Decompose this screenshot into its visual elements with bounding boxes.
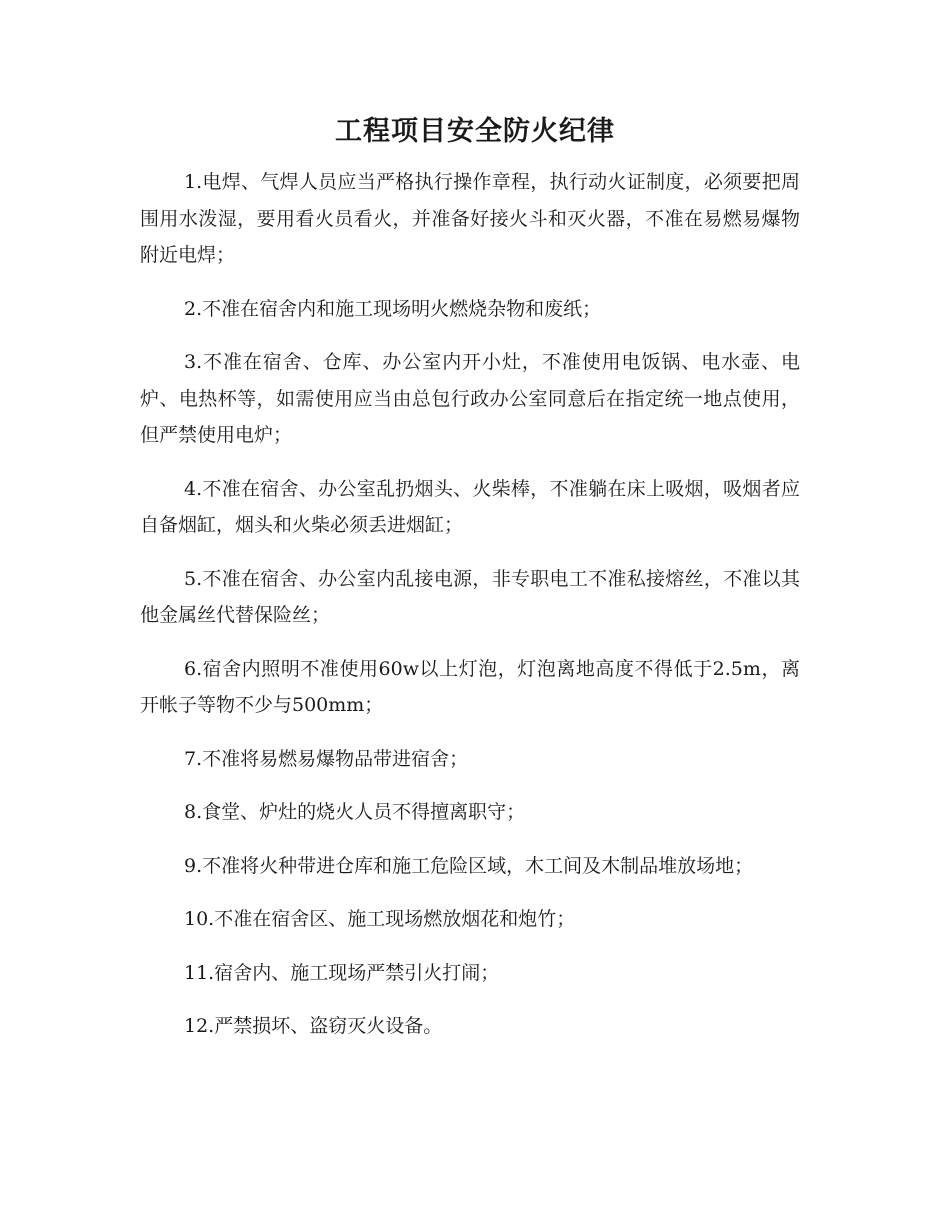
- rule-item-11: 11.宿舍内、施工现场严禁引火打闹；: [184, 961, 500, 984]
- rule-item-7: 7.不准将易燃易爆物品带进宿舍；: [184, 747, 469, 770]
- rule-list: [140, 164, 800, 1062]
- rule-item-10: 10.不准在宿舍区、施工现场燃放烟花和炮竹；: [184, 908, 576, 930]
- rule-item-9: 9.不准将火种带进仓库和施工危险区域，木工间及木制品堆放场地；: [184, 854, 754, 877]
- document-title: 工程项目安全防火纪律: [335, 116, 615, 147]
- rule-item-5: 5.不准在宿舍、办公室内乱接电源，非专职电工不准私接熔丝，不准以其他金属丝代替保险丝；: [140, 567, 800, 626]
- rule-item-12: 12.严禁损坏、盗窃灭火设备。: [184, 1015, 443, 1037]
- rule-item-8: 8.食堂、炉灶的烧火人员不得擅离职守；: [184, 801, 526, 823]
- rule-item-2: 2.不准在宿舍内和施工现场明火燃烧杂物和废纸；: [184, 297, 602, 320]
- rule-item-4: 4.不准在宿舍、办公室乱扔烟头、火柴棒，不准躺在床上吸烟，吸烟者应自备烟缸，烟头和火柴必须丢进烟缸；: [140, 477, 800, 536]
- rule-item-1: 1.电焊、气焊人员应当严格执行操作章程，执行动火证制度，必须要把周围用水泼湿，要用看火员看火，并准备好接火斗和灭火器，不准在易燃易爆物附近电焊；: [140, 171, 800, 266]
- rule-item-3: 3.不准在宿舍、仓库、办公室内开小灶，不准使用电饭锅、电水壶、电炉、电热杯等，如需使用应当由总包行政办公室同意后在指定统一地点使用，但严禁使用电炉；: [140, 351, 800, 446]
- rule-item-6: 6.宿舍内照明不准使用60w以上灯泡，灯泡离地高度不得低于2.5m，离开帐子等物不少与500mm；: [140, 657, 800, 716]
